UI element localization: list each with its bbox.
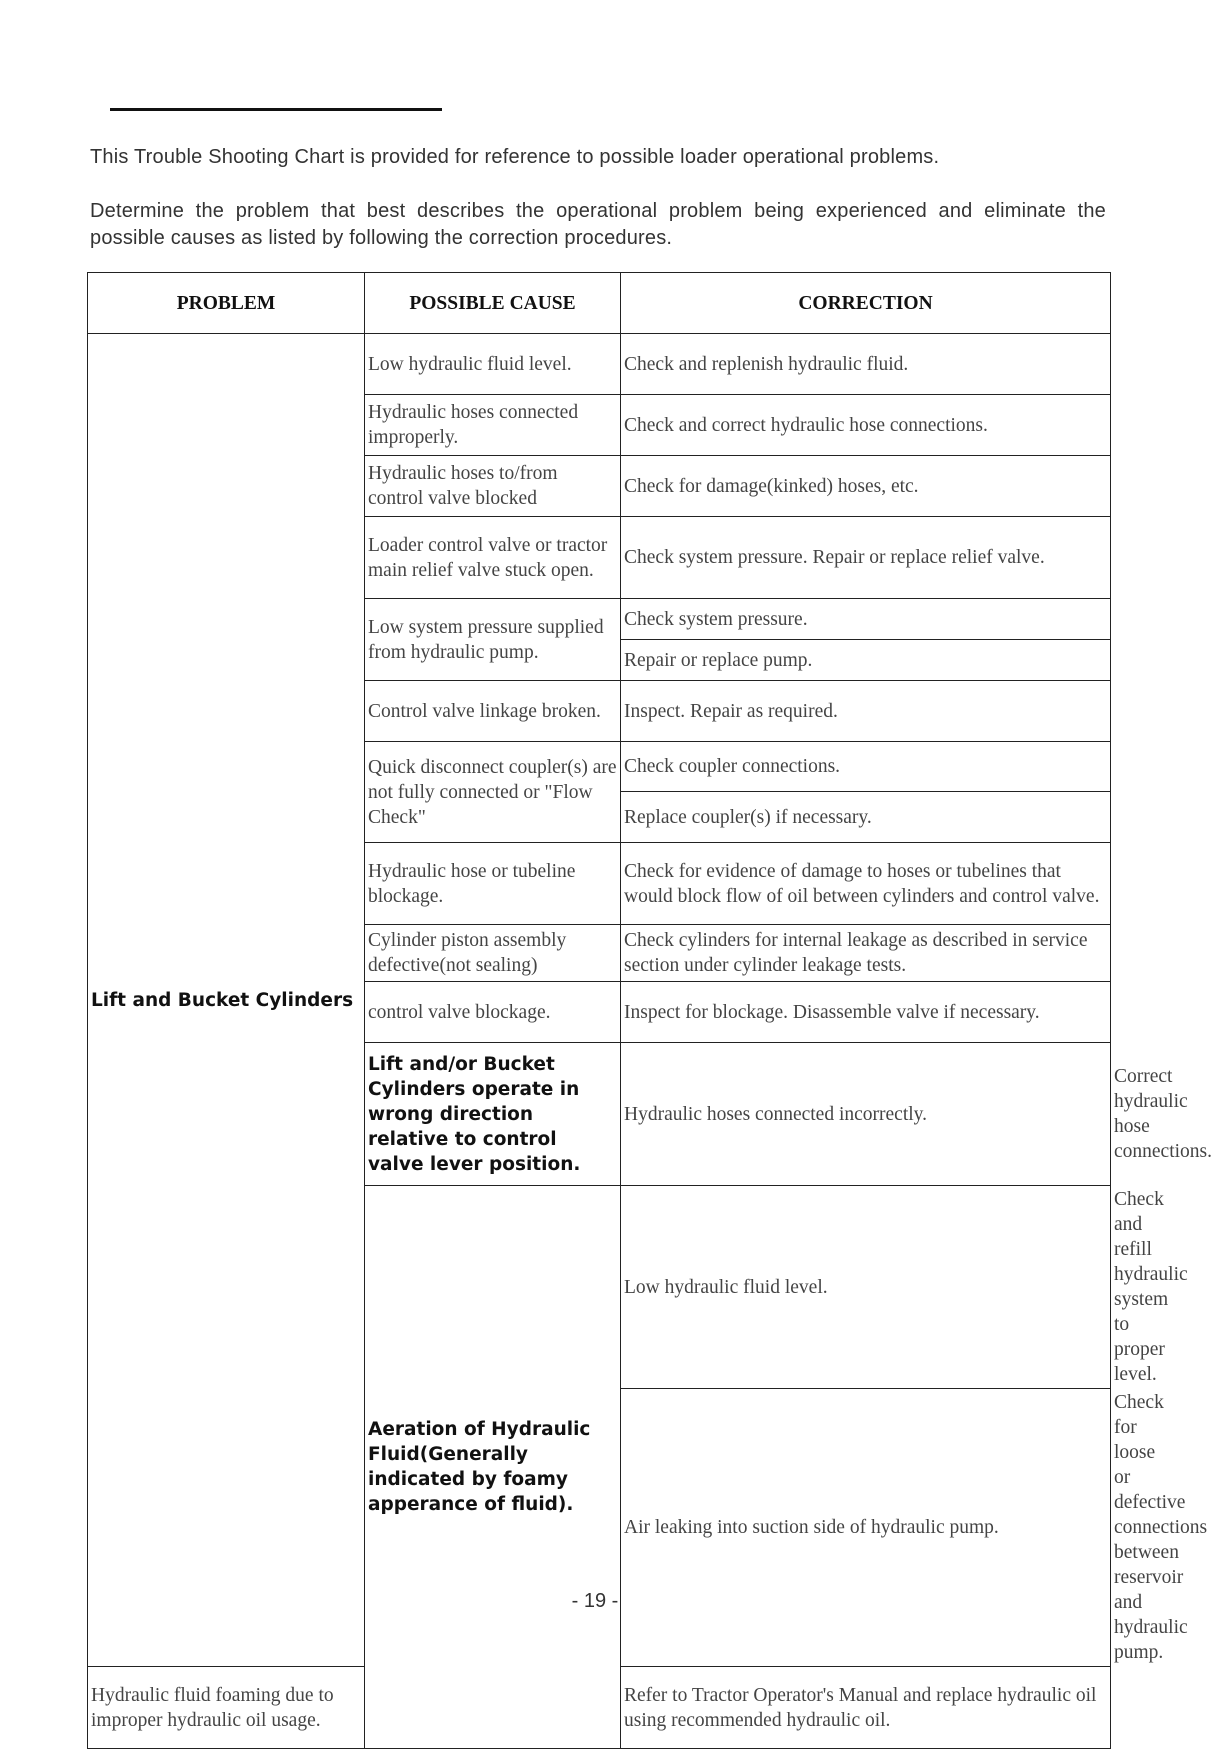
correction-cell: Check cylinders for internal leakage as described in service section under cylinder leakage tests. [621, 925, 1111, 982]
table-row: Air leaking into suction side of hydraulic pump. Check for loose or defective connections between reservoir and hydraulic pump. [88, 1389, 1111, 1667]
cause-cell: Hydraulic hoses connected incorrectly. [621, 1043, 1111, 1186]
cause-cell: Hydraulic fluid foaming due to improper hydraulic oil usage. [88, 1667, 365, 1749]
header-rule [110, 108, 442, 111]
page-number: - 19 - [571, 1590, 619, 1612]
problem-cell: Aeration of Hydraulic Fluid(Generally indicated by foamy apperance of fluid). [365, 1186, 621, 1749]
correction-cell: Check system pressure. Repair or replace relief valve. [621, 517, 1111, 599]
correction-cell: Check and correct hydraulic hose connections. [621, 395, 1111, 456]
cause-cell: Loader control valve or tractor main relief valve stuck open. [365, 517, 621, 599]
cause-cell: Quick disconnect coupler(s) are not fully connected or "Flow Check" [365, 742, 621, 843]
cause-cell: control valve blockage. [365, 982, 621, 1043]
correction-cell: Refer to Tractor Operator's Manual and replace hydraulic oil using recommended hydraulic oil. [621, 1667, 1111, 1749]
table-row: Aeration of Hydraulic Fluid(Generally indicated by foamy apperance of fluid). Low hydraulic fluid level. Check and refill hydraulic system to proper level. [88, 1186, 1111, 1389]
table-row: Lift and/or Bucket Cylinders operate in wrong direction relative to control valve lever position. Hydraulic hoses connected incorrectly. Correct hydraulic hose connections. [88, 1043, 1111, 1186]
cause-cell: Low hydraulic fluid level. [621, 1186, 1111, 1389]
trouble-shooting-chart [87, 272, 1212, 1749]
table-header-row [88, 273, 1111, 334]
correction-cell: Check for evidence of damage to hoses or tubelines that would block flow of oil between cylinders and control valve. [621, 843, 1111, 925]
table-row [88, 334, 1111, 395]
correction-cell: Replace coupler(s) if necessary. [621, 792, 1111, 843]
cause-cell: Hydraulic hoses connected improperly. [365, 395, 621, 456]
cause-cell: Air leaking into suction side of hydraulic pump. [621, 1389, 1111, 1667]
intro-paragraph-2: Determine the problem that best describes the operational problem being experienced and eliminate the possible causes as listed by following the correction procedures. [90, 200, 1106, 249]
cause-cell: Low system pressure supplied from hydraulic pump. [365, 599, 621, 681]
header-problem: PROBLEM [88, 273, 365, 334]
cause-cell: Control valve linkage broken. [365, 681, 621, 742]
cause-cell: Cylinder piston assembly defective(not sealing) [365, 925, 621, 982]
correction-cell: Inspect for blockage. Disassemble valve if necessary. [621, 982, 1111, 1043]
correction-cell: Inspect. Repair as required. [621, 681, 1111, 742]
cause-cell: Hydraulic hose or tubeline blockage. [365, 843, 621, 925]
correction-cell: Check system pressure. [621, 599, 1111, 640]
problem-cell: Lift and/or Bucket Cylinders operate in wrong direction relative to control valve lever position. [365, 1043, 621, 1186]
cause-cell: Hydraulic hoses to/from control valve blocked [365, 456, 621, 517]
cause-cell: Low hydraulic fluid level. [365, 334, 621, 395]
correction-cell: Check for damage(kinked) hoses, etc. [621, 456, 1111, 517]
header-possible-cause: POSSIBLE CAUSE [365, 273, 621, 334]
intro-paragraph-1: This Trouble Shooting Chart is provided for reference to possible loader operational problems. [90, 146, 940, 168]
problem-cell: Lift and Bucket Cylinders [88, 334, 365, 1667]
correction-cell: Repair or replace pump. [621, 640, 1111, 681]
header-correction: CORRECTION [621, 273, 1111, 334]
correction-cell: Check and replenish hydraulic fluid. [621, 334, 1111, 395]
correction-cell: Check coupler connections. [621, 742, 1111, 792]
